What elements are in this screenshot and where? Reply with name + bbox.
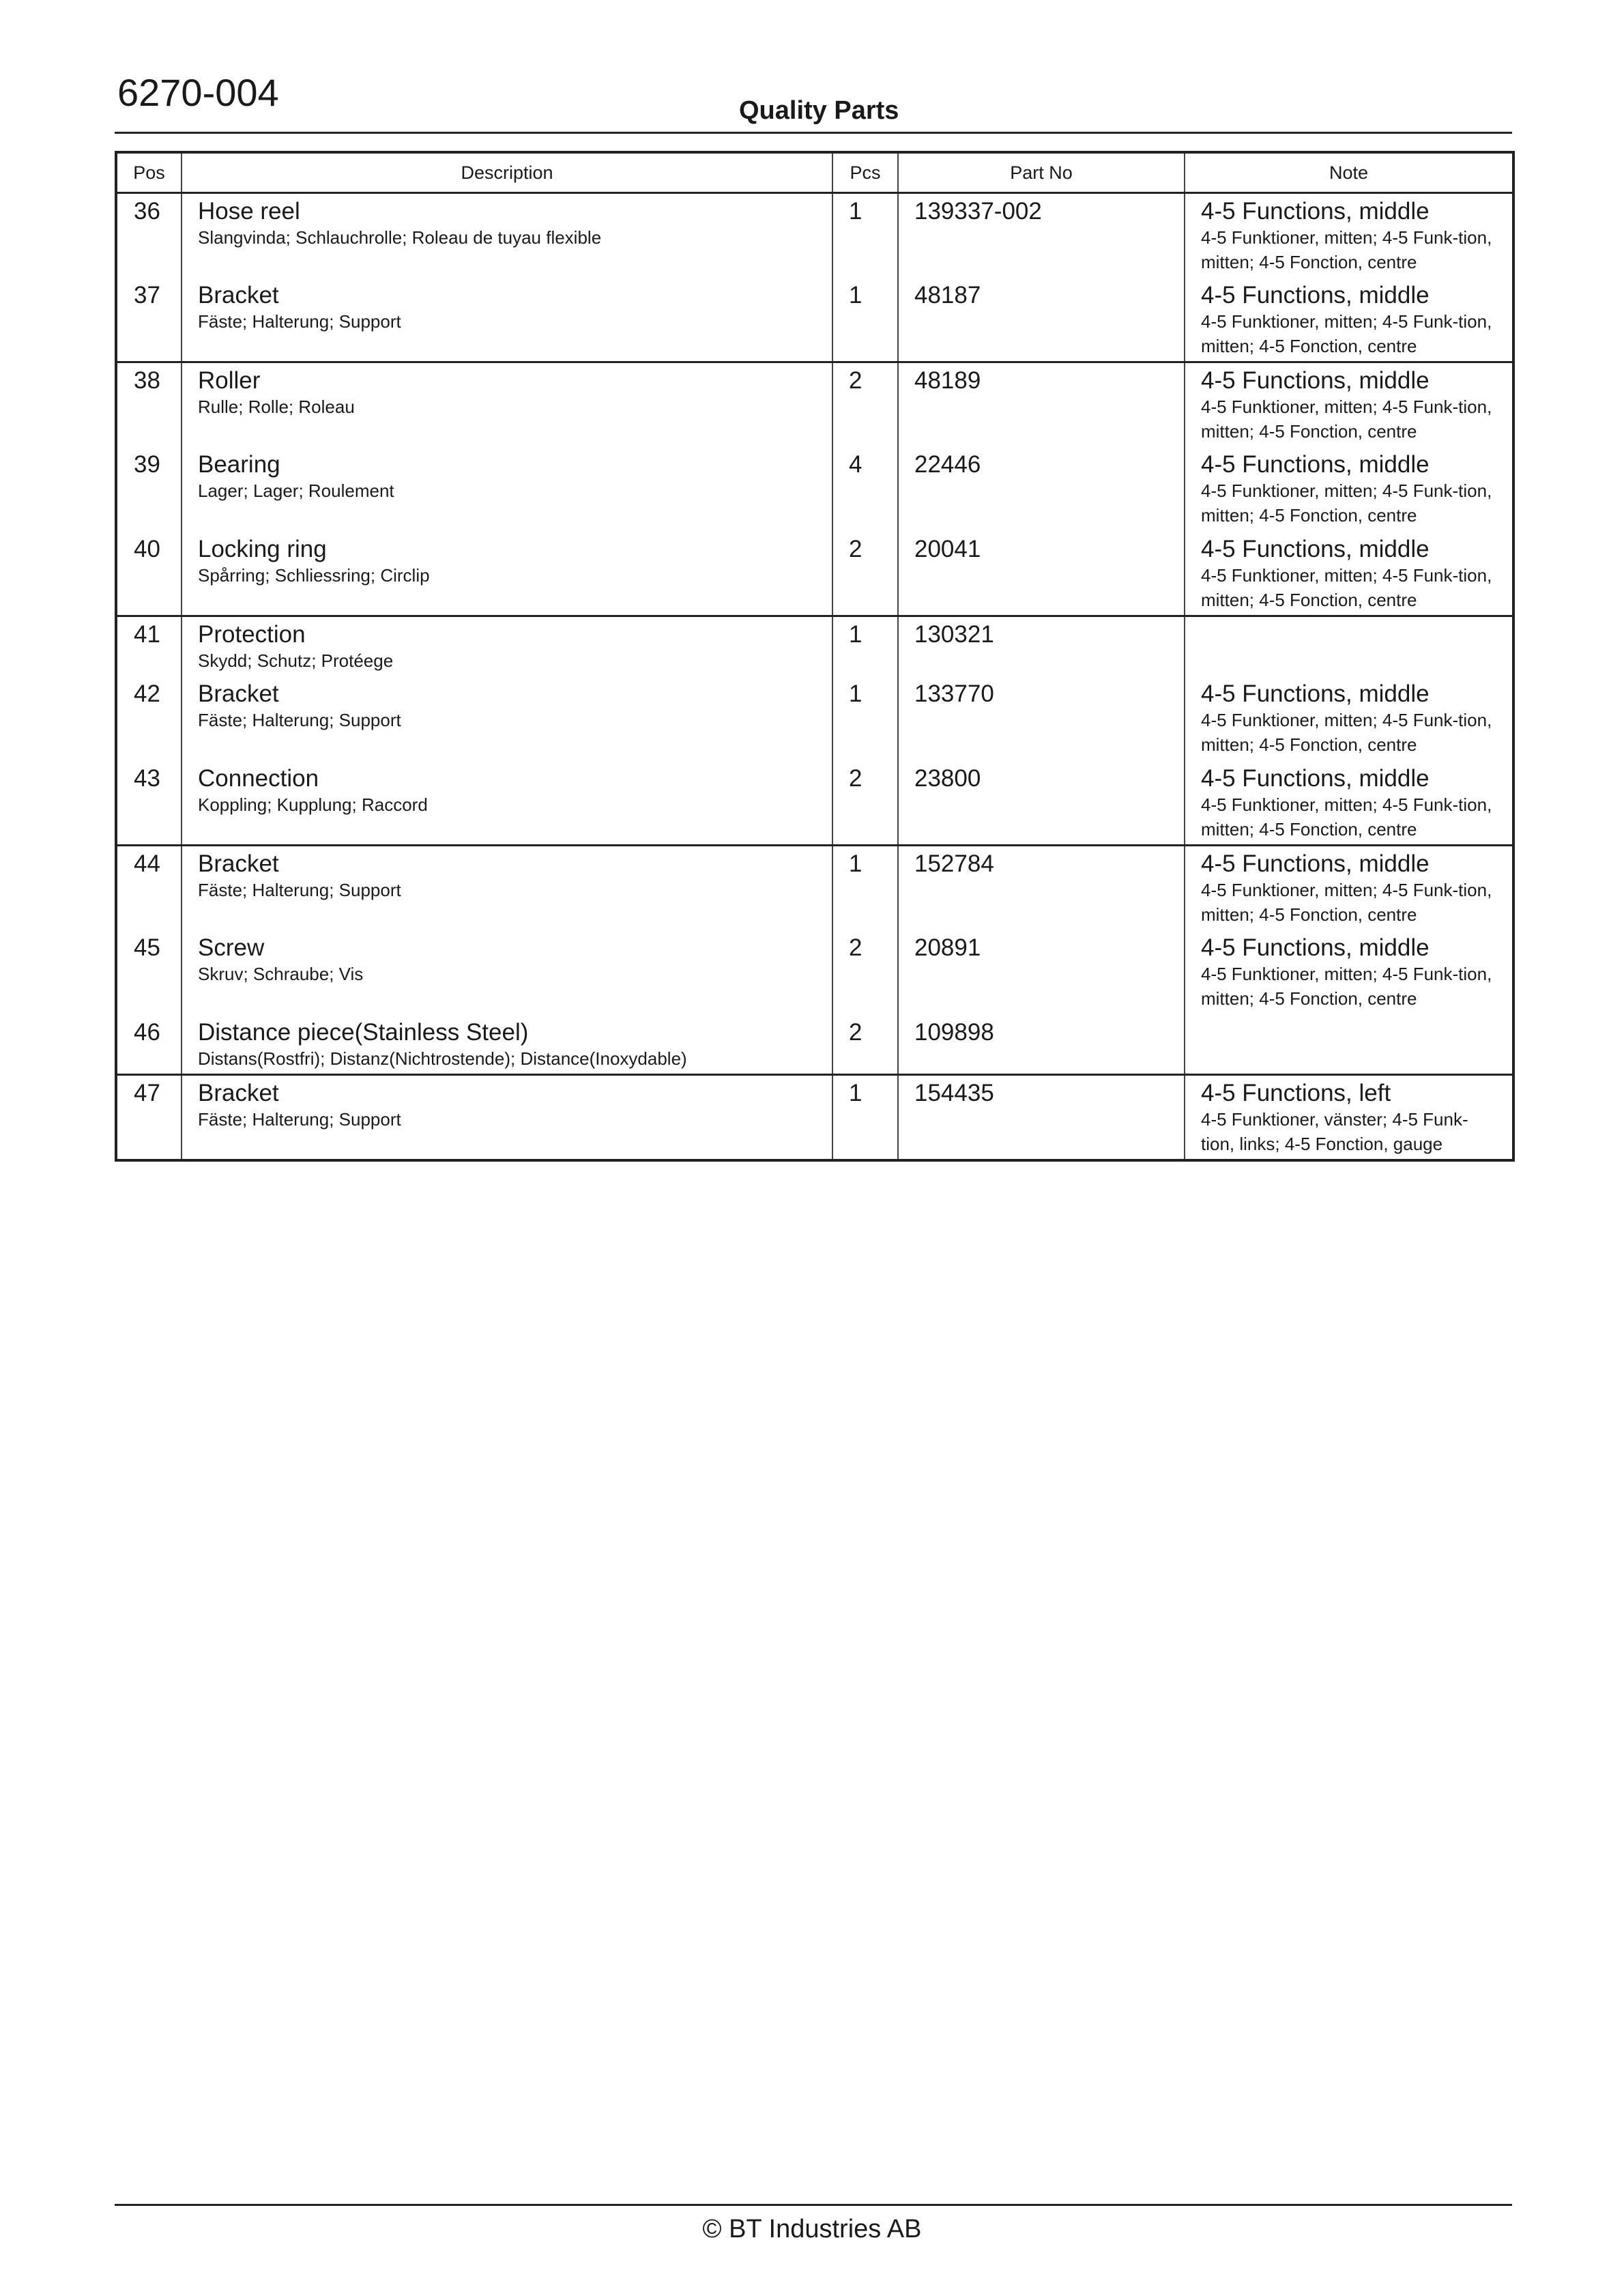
part-translations: Skruv; Schraube; Vis [198,963,364,984]
header-divider [115,132,1512,134]
part-number-cell: 23800 [898,761,1185,846]
note-cell [1185,676,1513,761]
table-row [116,362,1513,447]
pcs-cell: 1 [832,278,898,362]
description-cell [182,761,832,846]
pos-cell: 37 [134,281,160,308]
part-name: Protection [198,621,306,648]
note-translations: 4-5 Funktioner, mitten; 4-5 Funk-tion, mitten; 4-5 Fonction, centre [1201,709,1492,755]
note-main: 4-5 Functions, middle [1201,850,1430,877]
note-translations: 4-5 Funktioner, mitten; 4-5 Funk-tion, mitten; 4-5 Fonction, centre [1201,480,1492,526]
note-cell [1185,532,1513,616]
table-row [116,1075,1513,1161]
table-header-row [116,152,1513,193]
description-cell [182,846,832,930]
description-cell [182,193,832,278]
pcs-cell: 2 [832,532,898,616]
note-translations: 4-5 Funktioner, mitten; 4-5 Funk-tion, mitten; 4-5 Fonction, centre [1201,880,1492,925]
column-header-note: Note [1185,152,1513,193]
part-translations: Distans(Rostfri); Distanz(Nichtrostende); Distance(Inoxydable) [198,1048,687,1069]
column-header-part-no: Part No [898,152,1185,193]
part-translations: Koppling; Kupplung; Raccord [198,794,428,815]
part-number-cell: 20891 [898,930,1185,1015]
pcs-cell: 4 [832,447,898,532]
description-cell [182,447,832,532]
document-number: 6270-004 [117,71,279,114]
note-cell [1185,193,1513,278]
description-cell [182,676,832,761]
note-cell [1185,930,1513,1015]
note-main: 4-5 Functions, middle [1201,450,1430,478]
note-main: 4-5 Functions, middle [1201,198,1430,225]
column-header-pcs: Pcs [832,152,898,193]
note-translations: 4-5 Funktioner, mitten; 4-5 Funk-tion, mitten; 4-5 Fonction, centre [1201,227,1492,272]
table-row [116,846,1513,930]
pcs-cell: 2 [832,1015,898,1075]
part-translations: Fäste; Halterung; Support [198,880,401,900]
note-main: 4-5 Functions, middle [1201,535,1430,562]
part-name: Screw [198,934,265,961]
pcs-cell: 1 [832,846,898,930]
column-header-description: Description [182,152,832,193]
part-translations: Fäste; Halterung; Support [198,709,401,730]
table-row [116,278,1513,362]
pos-cell: 39 [134,450,160,478]
part-translations: Skydd; Schutz; Protéege [198,650,394,671]
note-cell [1185,1015,1513,1075]
note-main: 4-5 Functions, middle [1201,367,1430,394]
table-row [116,1015,1513,1075]
pos-cell: 36 [134,198,160,225]
pos-cell: 38 [116,362,182,447]
pos-cell: 46 [134,1018,160,1046]
part-number-cell: 48187 [898,278,1185,362]
note-cell [1185,846,1513,930]
copyright-footer: © BT Industries AB [702,2215,922,2243]
column-header-pos: Pos [116,152,182,193]
table-row [116,676,1513,761]
table-body [116,193,1513,1161]
part-name: Hose reel [198,198,300,225]
part-name: Bracket [198,850,279,877]
note-cell [1185,278,1513,362]
note-translations: 4-5 Funktioner, mitten; 4-5 Funk-tion, mitten; 4-5 Fonction, centre [1201,564,1492,610]
description-cell [182,1075,832,1161]
note-cell [1185,362,1513,447]
pcs-cell: 1 [832,676,898,761]
description-cell [182,930,832,1015]
description-cell [182,616,832,676]
pos-cell: 42 [134,680,160,707]
table-row [116,930,1513,1015]
pos-cell: 45 [134,934,160,961]
part-number-cell: 154435 [898,1075,1185,1161]
part-translations: Slangvinda; Schlauchrolle; Roleau de tuyau flexible [198,227,602,248]
part-name: Locking ring [198,535,327,562]
pcs-cell: 1 [832,193,898,278]
part-name: Bearing [198,450,280,478]
part-name: Bracket [198,1080,279,1106]
table-row [116,761,1513,846]
part-number-cell: 48189 [898,362,1185,447]
pos-cell: 44 [116,846,182,930]
note-main: 4-5 Functions, middle [1201,281,1430,308]
part-translations: Fäste; Halterung; Support [198,311,401,332]
description-cell [182,532,832,616]
note-translations: 4-5 Funktioner, mitten; 4-5 Funk-tion, mitten; 4-5 Fonction, centre [1201,794,1492,840]
table-row [116,447,1513,532]
part-name: Distance piece(Stainless Steel) [198,1018,529,1046]
note-translations: 4-5 Funktioner, mitten; 4-5 Funk-tion, mitten; 4-5 Fonction, centre [1201,963,1492,1009]
pcs-cell: 2 [832,362,898,447]
part-name: Roller [198,367,261,394]
note-main: 4-5 Functions, middle [1201,680,1430,707]
pos-cell: 41 [116,616,182,676]
part-translations: Fäste; Halterung; Support [198,1109,401,1130]
note-translations: 4-5 Funktioner, mitten; 4-5 Funk-tion, mitten; 4-5 Fonction, centre [1201,397,1492,442]
table-row [116,532,1513,616]
pos-cell: 40 [134,535,160,562]
pcs-cell: 1 [832,616,898,676]
pcs-cell: 2 [832,761,898,846]
part-number-cell: 22446 [898,447,1185,532]
part-translations: Rulle; Rolle; Roleau [198,397,355,417]
pcs-cell: 1 [832,1075,898,1161]
note-main: 4-5 Functions, left [1201,1080,1391,1106]
note-cell [1185,447,1513,532]
note-cell [1185,1075,1513,1161]
part-translations: Lager; Lager; Roulement [198,480,394,501]
note-translations: 4-5 Funktioner, mitten; 4-5 Funk-tion, mitten; 4-5 Fonction, centre [1201,311,1492,356]
part-number-cell: 20041 [898,532,1185,616]
part-name: Bracket [198,680,279,707]
page-title: Quality Parts [739,96,899,125]
part-number-cell: 109898 [898,1015,1185,1075]
table-row [116,616,1513,676]
pos-cell: 47 [116,1075,182,1161]
table-row [116,193,1513,278]
note-main: 4-5 Functions, middle [1201,764,1430,792]
description-cell [182,362,832,447]
part-number-cell: 152784 [898,846,1185,930]
part-name: Connection [198,764,319,792]
part-translations: Spårring; Schliessring; Circlip [198,564,430,586]
note-cell [1185,616,1513,676]
part-number-cell: 139337-002 [898,193,1185,278]
description-cell [182,1015,832,1075]
part-number-cell: 133770 [898,676,1185,761]
part-name: Bracket [198,281,279,308]
pcs-cell: 2 [832,930,898,1015]
note-main: 4-5 Functions, middle [1201,934,1430,961]
pos-cell: 43 [134,764,160,792]
footer-divider [115,2204,1512,2206]
parts-table [115,151,1515,1162]
part-number-cell: 130321 [898,616,1185,676]
description-cell [182,278,832,362]
note-translations: 4-5 Funktioner, vänster; 4-5 Funk-tion, links; 4-5 Fonction, gauge [1201,1109,1468,1154]
note-cell [1185,761,1513,846]
